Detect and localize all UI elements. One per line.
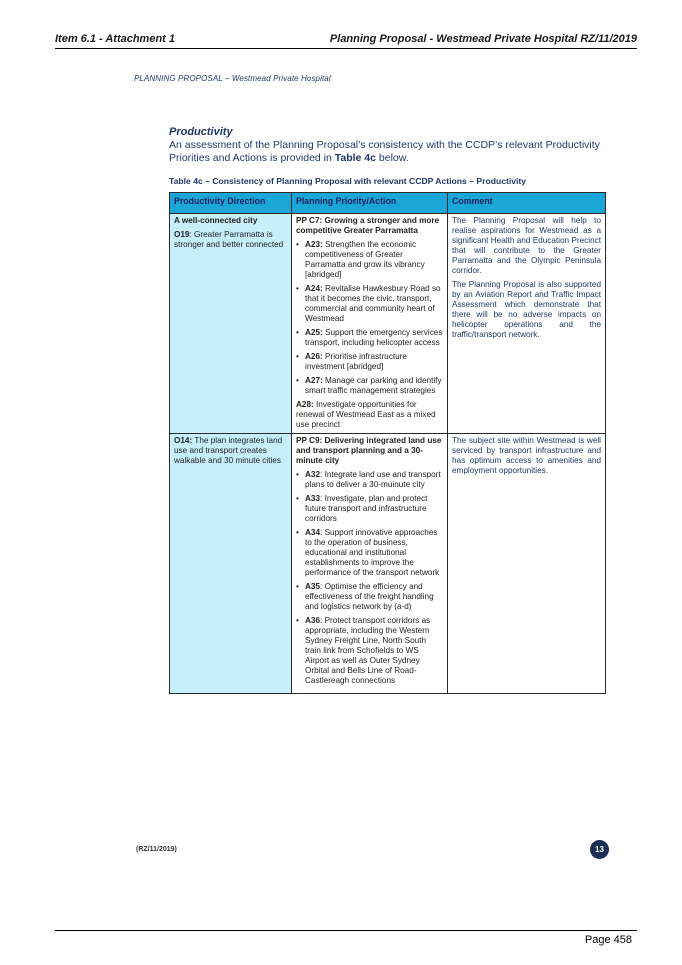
list-item bbox=[296, 616, 443, 686]
direction-title: A well-connected city bbox=[174, 216, 258, 225]
bullet-icon: • bbox=[296, 470, 299, 479]
action-code: A33 bbox=[305, 494, 321, 503]
list-item bbox=[296, 240, 443, 280]
action-text: : Investigate, plan and protect future transport and infrastructure corridors bbox=[305, 494, 428, 523]
intro-text: An assessment of the Planning Proposal’s consistency with the CCDP’s relevant Productivity Priorities and Actions is provided in bbox=[169, 139, 600, 164]
comment-paragraph: The Planning Proposal will help to realise aspirations for Westmead as a significant Health and Education Precinct that will contribute to the Greater Parramatta and the Olympic Peninsula corridor. bbox=[452, 216, 601, 275]
objective-text: The plan integrates land use and transport creates walkable and 30 minute cities bbox=[174, 436, 283, 465]
bullet-icon: • bbox=[296, 240, 299, 249]
header-direction: Productivity Direction bbox=[170, 193, 292, 214]
action-code: A24: bbox=[305, 284, 323, 293]
action-text: Manage car parking and identify smart traffic management strategies bbox=[305, 376, 442, 395]
section-intro bbox=[169, 139, 609, 165]
direction-objective bbox=[174, 230, 287, 250]
direction-cell bbox=[170, 434, 292, 694]
bullet-icon: • bbox=[296, 616, 299, 625]
priority-cell bbox=[292, 434, 448, 694]
attachment-label: Item 6.1 - Attachment 1 bbox=[55, 33, 176, 45]
table-row bbox=[170, 434, 606, 694]
intro-text-end: below. bbox=[376, 152, 409, 164]
action-code: A34 bbox=[305, 528, 321, 537]
objective-code: O14: bbox=[174, 436, 193, 445]
action-code: A27: bbox=[305, 376, 323, 385]
footer-divider bbox=[55, 930, 637, 931]
list-item bbox=[296, 284, 443, 324]
objective-code: O19 bbox=[174, 230, 190, 239]
table-caption: Table 4c – Consistency of Planning Proposal with relevant CCDP Actions – Productivity bbox=[169, 176, 527, 186]
action-text: Investigate opportunities for renewal of Westmead East as a mixed use precinct bbox=[296, 400, 436, 429]
bullet-icon: • bbox=[296, 528, 299, 537]
action-code: A26: bbox=[305, 352, 323, 361]
intro-table-ref: Table 4c bbox=[334, 152, 376, 164]
bullet-icon: • bbox=[296, 494, 299, 503]
list-item bbox=[296, 582, 443, 612]
action-code: A35 bbox=[305, 582, 321, 591]
action-code: A36 bbox=[305, 616, 321, 625]
header-priority: Planning Priority/Action bbox=[292, 193, 448, 214]
page-number-badge: 13 bbox=[590, 840, 609, 859]
bullet-icon: • bbox=[296, 352, 299, 361]
direction-objective bbox=[174, 436, 287, 466]
bullet-icon: • bbox=[296, 328, 299, 337]
action-list bbox=[296, 470, 443, 686]
bullet-icon: • bbox=[296, 376, 299, 385]
section-title: Productivity bbox=[169, 126, 233, 138]
table-header-row bbox=[170, 193, 606, 214]
page-header bbox=[55, 33, 637, 49]
consistency-table bbox=[169, 192, 606, 694]
bullet-icon: • bbox=[296, 284, 299, 293]
footer-reference: (RZ/11/2019) bbox=[136, 846, 177, 853]
document-title: Planning Proposal - Westmead Private Hospital RZ/11/2019 bbox=[329, 33, 637, 45]
action-text: Strengthen the economic competitiveness of Greater Parramatta and grow its vibrancy [abridged] bbox=[305, 240, 425, 279]
header-comment: Comment bbox=[448, 193, 606, 214]
priority-title: PP C9: Delivering integrated land use and transport planning and a 30-minute city bbox=[296, 436, 442, 465]
action-text: : Integrate land use and transport plans to deliver a 30-muinute city bbox=[305, 470, 441, 489]
action-code: A23: bbox=[305, 240, 323, 249]
list-item bbox=[296, 494, 443, 524]
action-text: Revitalise Hawkesbury Road so that it becomes the civic, transport, commercial and community heart of Westmead bbox=[305, 284, 441, 323]
priority-title: PP C7: Growing a stronger and more competitive Greater Parramatta bbox=[296, 216, 440, 235]
action-code: A32 bbox=[305, 470, 321, 479]
objective-text: : Greater Parramatta is stronger and better connected bbox=[174, 230, 284, 249]
action-list bbox=[296, 240, 443, 396]
action-text: Prioritise infrastructure investment [abridged] bbox=[305, 352, 407, 371]
action-code: A25: bbox=[305, 328, 323, 337]
action-code: A28: bbox=[296, 400, 314, 409]
list-item bbox=[296, 328, 443, 348]
list-item bbox=[296, 528, 443, 578]
comment-paragraph: The Planning Proposal is also supported by an Aviation Report and Traffic Impact Assessment which demonstrate that there will be no adverse impacts on helicopter operations and the traffic/transport network. bbox=[452, 280, 601, 339]
comment-paragraph: The subject site within Westmead is well serviced by transport infrastructure and has optimum access to amenities and employment opportunities. bbox=[452, 436, 601, 475]
list-item bbox=[296, 376, 443, 396]
action-text: Support the emergency services transport, including helicopter access bbox=[305, 328, 443, 347]
direction-cell bbox=[170, 214, 292, 434]
page-number: Page 458 bbox=[584, 934, 632, 946]
action-text: : Optimise the efficiency and effectiveness of the freight handling and logistics network by (a-d) bbox=[305, 582, 434, 611]
running-header: PLANNING PROPOSAL – Westmead Private Hospital bbox=[134, 74, 331, 83]
table-row bbox=[170, 214, 606, 434]
action-extra bbox=[296, 400, 443, 430]
list-item bbox=[296, 352, 443, 372]
bullet-icon: • bbox=[296, 582, 299, 591]
priority-cell bbox=[292, 214, 448, 434]
list-item bbox=[296, 470, 443, 490]
comment-cell bbox=[448, 214, 606, 434]
comment-cell bbox=[448, 434, 606, 694]
action-text: : Support innovative approaches to the operation of business, educational and institutional establishments to improve the performance of the transport network bbox=[305, 528, 440, 577]
action-text: : Protect transport corridors as appropriate, including the Western Sydney Freight Line, North South train link from Schofields to WS Airport as well as Outer Sydney Orbital and Bells Line of Road-Castlereagh connections bbox=[305, 616, 431, 685]
